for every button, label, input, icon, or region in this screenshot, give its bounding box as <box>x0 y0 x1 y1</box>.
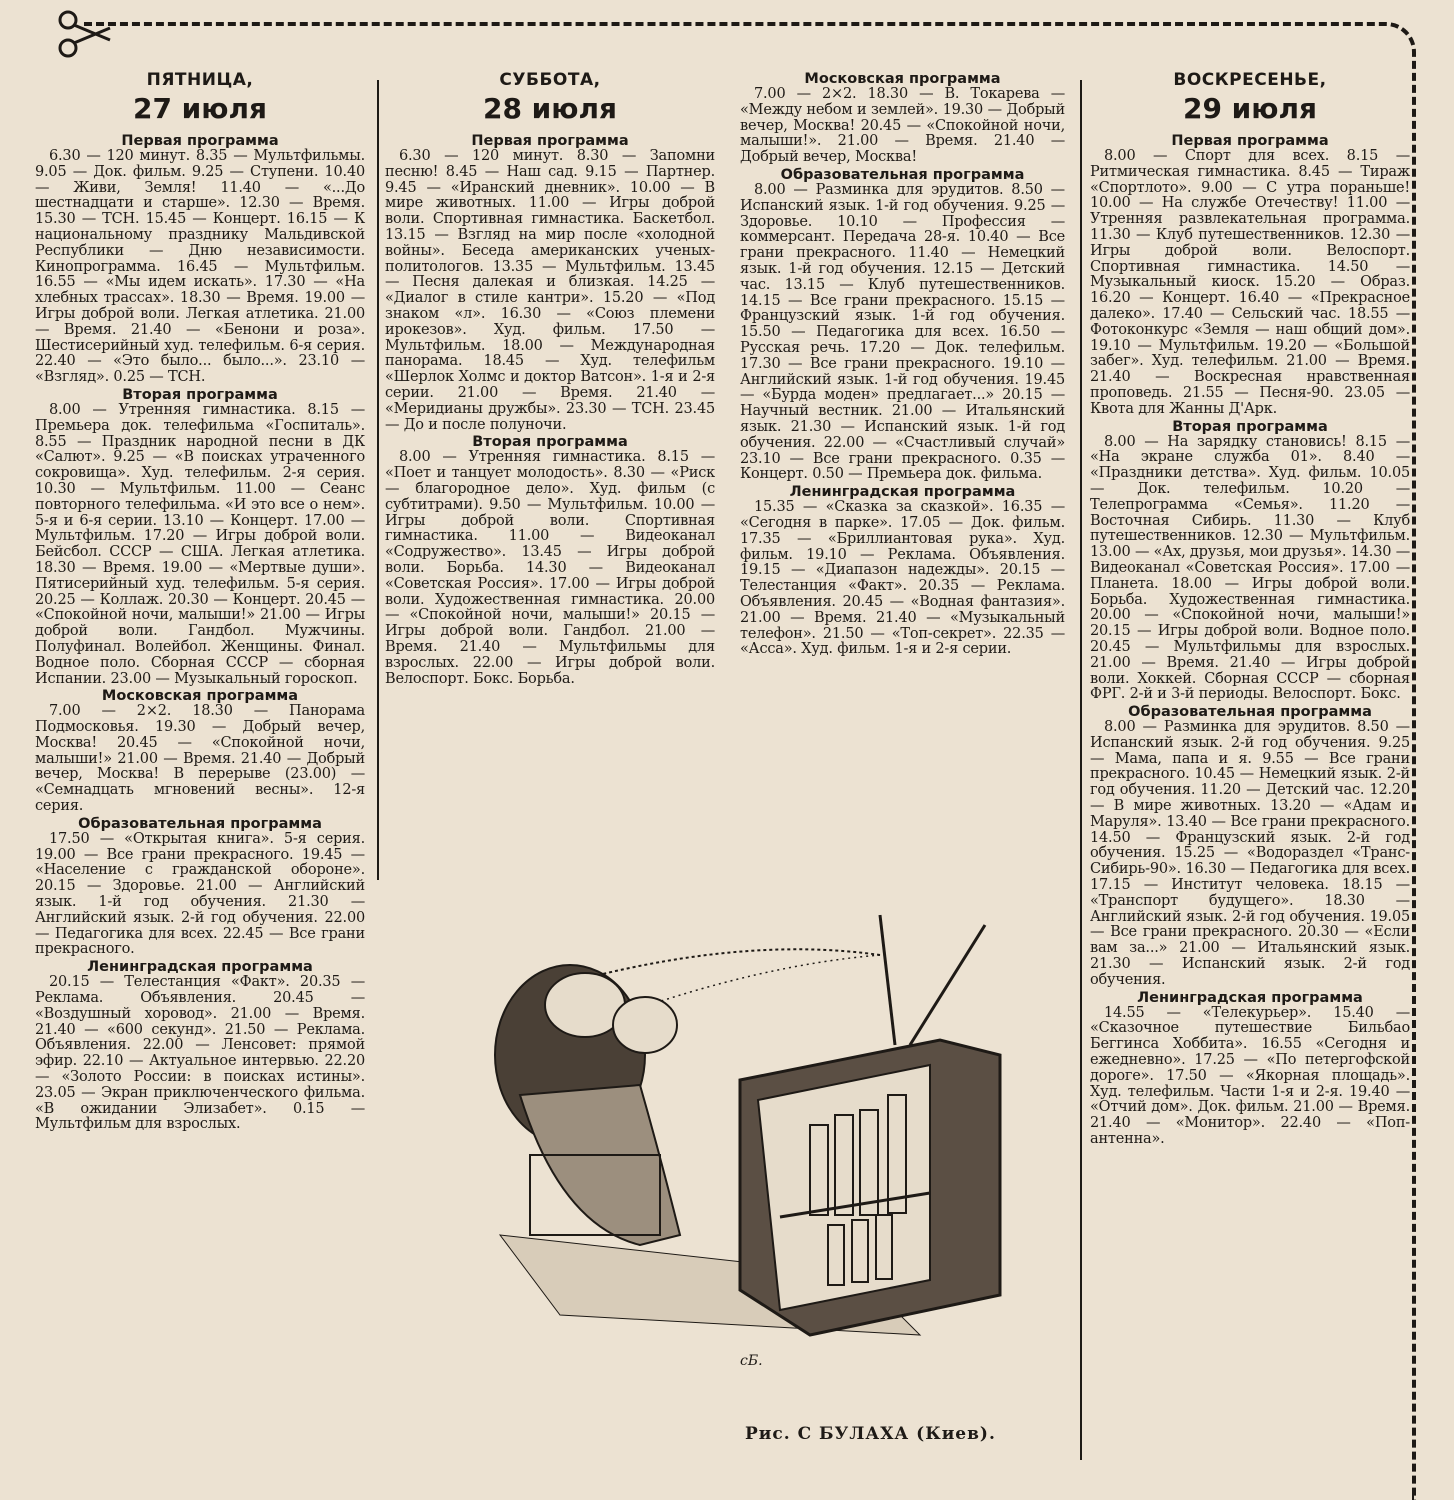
program-title: Московская программа <box>804 71 1001 87</box>
program-listing: 8.00 — На зарядку становись! 8.15 — «На экране служба 01». 8.40 — «Праздники детства». Худ. фильм. 10.05 — Док. телефильм. 10.20 — Телепрограмма «Семья». 11.20 — Восточная Сибирь. 11.30 — Клуб путешественников. 12.30 — Мультфильм. 13.00 — «Ах, друзья, мои друзья». 14.30 — Видеоканал «Советская Россия». 17.00 — Планета. 18.00 — Игры доброй воли. Борьба. Художественная гимнастика. 20.00 — «Спокойной ночи, малыши!» 20.15 — Игры доброй воли. Водное поло. 20.45 — Мультфильмы для взрослых. 21.00 — Время. 21.40 — Игры доброй воли. Хоккей. Сборная СССР — сборная ФРГ. 2-й и 3-й периоды. Велоспорт. Бокс. <box>1090 433 1410 703</box>
program-title: Образовательная программа <box>78 815 322 832</box>
program-listing: 6.30 — 120 минут. 8.35 — Мультфильмы. 9.05 — Док. фильм. 9.25 — Ступени. 10.40 — Живи, Земля! 11.40 — «...До шестнадцати и старше». 12.30 — Время. 15.30 — ТСН. 15.45 — Концерт. 16.15 — К национальному празднику Мальдивской Республики — Дню независимости. Кинопрограмма. 16.45 — Мультфильм. 16.55 — «Мы идем искать». 17.30 — «На хлебных трассах». 18.30 — Время. 19.00 — Игры доброй воли. Легкая атлетика. 21.00 — Время. 21.40 — «Бенони и роза». Шестисерийный худ. телефильм. 6-я серия. 22.40 — «Это было... было...». 23.10 — «Взгляд». 0.25 — ТСН. <box>35 148 365 386</box>
program-title: Первая программа <box>1171 133 1329 149</box>
date-title: 27 июля <box>132 92 268 125</box>
program-listing: 8.00 — Утренняя гимнастика. 8.15 — «Поет и танцует молодость». 8.30 — «Риск — благородное дело». Худ. фильм (с субтитрами). 9.50 — Мультфильм. 10.00 — Игры доброй воли. Спортивная гимнастика. 11.00 — Видеоканал «Содружество». 13.45 — Игры доброй воли. Борьба. 14.30 — Видеоканал «Советская Россия». 17.00 — Игры доброй воли. Художественная гимнастика. 20.00 — «Спокойной ночи, малыши!» 20.15 — Игры доброй воли. Гандбол. 21.00 — Время. 21.40 — Мультфильмы для взрослых. 22.00 — Игры доброй воли. Велоспорт. Бокс. Борьба. <box>385 449 715 687</box>
program-listing: 7.00 — 2×2. 18.30 — В. Токарева — «Между небом и землей». 19.30 — Добрый вечер, Москва! 20.45 — «Спокойной ночи, малыши!». 21.00 — Время. 21.40 — Добрый вечер, Москва! <box>740 86 1065 166</box>
saturday-column-continued <box>740 70 1065 658</box>
program-listing: 15.35 — «Сказка за сказкой». 16.35 — «Сегодня в парке». 17.05 — Док. фильм. 17.35 — «Бриллиантовая рука». Худ. фильм. 19.10 — Реклама. Объявления. 19.15 — «Диапазон надежды». 20.15 — Телестанция «Факт». 20.35 — Реклама. Объявления. 20.45 — «Водная фантазия». 21.00 — Время. 21.40 — «Музыкальный телефон». 21.50 — «Топ-секрет». 22.35 — «Асса». Худ. фильм. 1-я и 2-я серии. <box>740 499 1065 658</box>
saturday-column <box>385 70 715 687</box>
cartoon-illustration <box>440 895 1030 1375</box>
cartoon-signature: сБ. <box>740 1353 763 1369</box>
day-title: ПЯТНИЦА, <box>146 70 254 90</box>
program-title: Образовательная программа <box>1128 704 1372 721</box>
program-listing: 20.15 — Телестанция «Факт». 20.35 — Реклама. Объявления. 20.45 — «Воздушный хоровод». 21.00 — Время. 21.40 — «600 секунд». 21.50 — Реклама. Объявления. 22.00 — Ленсовет: прямой эфир. 22.10 — Актуальное интервью. 22.20 — «Золото России: в поисках истины». 23.05 — Экран приключенческого фильма. «В ожидании Элизабет». 0.15 — Мультфильм для взрослых. <box>35 974 365 1133</box>
column-divider <box>1080 80 1082 1460</box>
date-title: 29 июля <box>1182 92 1318 125</box>
program-listing: 8.00 — Спорт для всех. 8.15 — Ритмическая гимнастика. 8.45 — Тираж «Спортлото». 9.00 — С утра пораньше! 10.00 — На службе Отечеству! 11.00 — Утренняя развлекательная программа. 11.30 — Клуб путешественников. 12.30 — Игры доброй воли. Велоспорт. Спортивная гимнастика. 14.50 — Музыкальный киоск. 15.20 — Образ. 16.20 — Концерт. 16.40 — «Прекрасное далеко». 17.40 — Сельский час. 18.55 — Фотоконкурс «Земля — наш общий дом». 19.10 — Мультфильм. 19.20 — «Большой забег». Худ. телефильм. 21.00 — Время. 21.40 — Воскресная нравственная проповедь. 21.55 — Песня-90. 23.05 — Квота для Жанны Д'Арк. <box>1090 148 1410 417</box>
date-title: 28 июля <box>482 92 618 125</box>
program-title: Вторая программа <box>122 386 278 403</box>
program-title: Первая программа <box>471 133 629 149</box>
program-title: Ленинградская программа <box>87 959 313 976</box>
program-title: Московская программа <box>101 688 299 705</box>
program-title: Вторая программа <box>472 434 628 451</box>
sunday-column <box>1090 70 1410 1148</box>
program-title: Образовательная программа <box>780 166 1025 183</box>
program-listing: 8.00 — Утренняя гимнастика. 8.15 — Премьера док. телефильма «Госпиталь». 8.55 — Праздник народной песни в ДК «Салют». 9.25 — «В поисках утраченного сокровища». Худ. телефильм. 2-я серия. 10.30 — Мультфильм. 11.00 — Сеанс повторного телефильма. «И это все о нем». 5-я и 6-я серии. 13.10 — Концерт. 17.00 — Мультфильм. 17.20 — Игры доброй воли. Бейсбол. СССР — США. Легкая атлетика. 18.30 — Время. 19.00 — «Мертвые души». Пятисерийный худ. телефильм. 5-я серия. 20.25 — Коллаж. 20.30 — Концерт. 20.45 — «Спокойной ночи, малыши!» 21.00 — Игры доброй воли. Гандбол. Мужчины. Полуфинал. Волейбол. Женщины. Финал. Водное поло. Сборная СССР — сборная Испании. 23.00 — Музыкальный гороскоп. <box>35 401 365 687</box>
program-listing: 7.00 — 2×2. 18.30 — Панорама Подмосковья. 19.30 — Добрый вечер, Москва! 20.45 — «Спокойной ночи, малыши!» 21.00 — Время. 21.40 — Добрый вечер, Москва! В перерыве (23.00) — «Семнадцать мгновений весны». 12-я серия. <box>35 703 365 815</box>
friday-column <box>35 70 365 1133</box>
program-title: Вторая программа <box>1172 418 1328 435</box>
program-listing: 8.00 — Разминка для эрудитов. 8.50 — Испанский язык. 1-й год обучения. 9.25 — Здоровье. 10.10 — Профессия — коммерсант. Передача 28-я. 10.40 — Все грани прекрасного. 11.40 — Немецкий язык. 1-й год обучения. 12.15 — Детский час. 13.15 — Клуб путешественников. 14.15 — Все грани прекрасного. 15.15 — Французский язык. 1-й год обучения. 15.50 — Педагогика для всех. 16.50 — Русская речь. 17.20 — Док. телефильм. 17.30 — Все грани прекрасного. 19.10 — Английский язык. 1-й год обучения. 19.45 — «Бурда моден» предлагает...» 20.15 — Научный вестник. 21.00 — Итальянский язык. 21.30 — Испанский язык. 1-й год обучения. 22.00 — «Счастливый случай» 23.10 — Все грани прекрасного. 0.35 — Концерт. 0.50 — Премьера док. фильма. <box>740 181 1065 483</box>
program-listing: 14.55 — «Телекурьер». 15.40 — «Сказочное путешествие Бильбао Беггинса Хоббита». 16.55 «Сегодня и ежедневно». 17.25 — «По петергофской дороге». 17.50 — «Якорная площадь». Худ. телефильм. Части 1-я и 2-я. 19.40 — «Отчий дом». Док. фильм. 21.00 — Время. 21.40 — «Монитор». 22.40 — «Поп-антенна». <box>1090 1004 1410 1148</box>
program-listing: 8.00 — Разминка для эрудитов. 8.50 — Испанский язык. 2-й год обучения. 9.25 — Мама, папа и я. 9.55 — Все грани прекрасного. 10.45 — Немецкий язык. 2-й год обучения. 11.20 — Детский час. 12.20 — В мире животных. 13.20 — «Адам и Маруля». 13.40 — Все грани прекрасного. 14.50 — Французский язык. 2-й год обучения. 15.25 — «Водораздел «Транс-Сибирь-90». 16.30 — Педагогика для всех. 17.15 — Институт человека. 18.15 — «Транспорт будущего». 18.30 — Английский язык. 2-й год обучения. 19.05 — Все грани прекрасного. 20.30 — «Если вам за...» 21.00 — Итальянский язык. 21.30 — Испанский язык. 2-й год обучения. <box>1090 719 1410 988</box>
column-divider <box>377 80 379 880</box>
program-title: Ленинградская программа <box>1137 989 1363 1006</box>
program-listing: 17.50 — «Открытая книга». 5-я серия. 19.00 — Все грани прекрасного. 19.45 — «Население с гражданской обороне». 20.15 — Здоровье. 21.00 — Английский язык. 1-й год обучения. 21.30 — Английский язык. 2-й год обучения. 22.00 — Педагогика для всех. 22.45 — Все грани прекрасного. <box>35 830 365 958</box>
cartoon-caption: Рис. С БУЛАХА (Киев). <box>745 1424 996 1444</box>
program-title: Первая программа <box>121 133 279 149</box>
day-title: СУББОТА, <box>499 70 601 90</box>
day-title: ВОСКРЕСЕНЬЕ, <box>1173 70 1327 90</box>
program-listing: 6.30 — 120 минут. 8.30 — Запомни песню! 8.45 — Наш сад. 9.15 — Партнер. 9.45 — «Иранский дневник». 10.00 — В мире животных. 11.00 — Игры доброй воли. Спортивная гимнастика. Баскетбол. 13.15 — Взгляд на мир после «холодной войны». Беседа американских ученых-политологов. 13.35 — Мультфильм. 13.45 — Песня далекая и близкая. 14.25 — «Диалог в стиле кантри». 15.20 — «Под знаком «л». 16.30 — «Союз племени ирокезов». Худ. фильм. 17.50 — Мультфильм. 18.00 — Международная панорама. 18.45 — Худ. телефильм «Шерлок Холмс и доктор Ватсон». 1-я и 2-я серии. 21.00 — Время. 21.40 — «Меридианы дружбы». 23.30 — ТСН. 23.45 — До и после полуночи. <box>385 148 715 433</box>
program-title: Ленинградская программа <box>789 484 1016 501</box>
